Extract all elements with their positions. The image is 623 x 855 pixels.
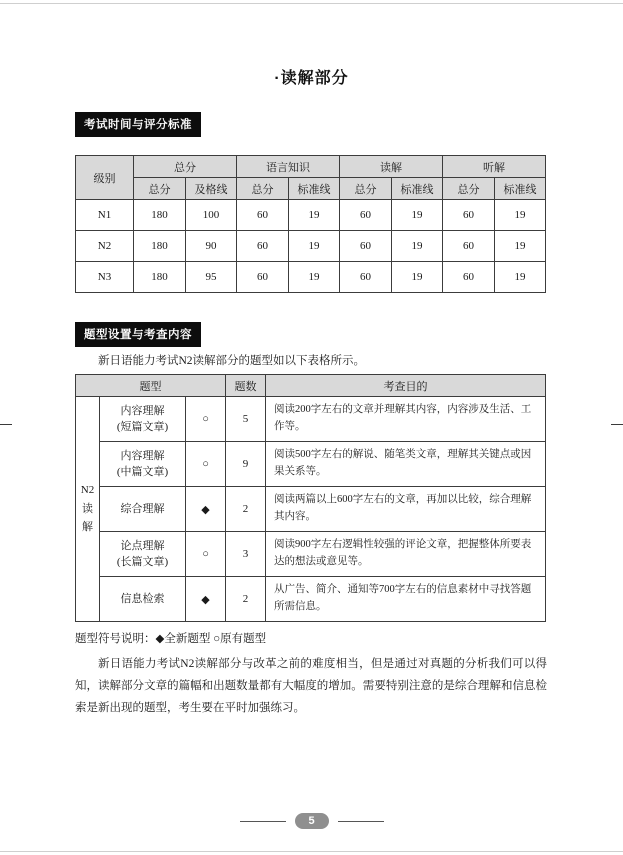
t1-level: N1 xyxy=(76,200,134,231)
table-row xyxy=(76,442,546,487)
t1-subheader: 标准线 xyxy=(289,178,340,200)
group-label-line: 解 xyxy=(82,521,93,534)
section-heading-exam-time-scoring: 考试时间与评分标准 xyxy=(75,112,201,137)
t1-header-language: 语言知识 xyxy=(237,156,340,178)
t2-type-name xyxy=(100,532,186,577)
type-name-line2: (短篇文章) xyxy=(116,421,169,433)
t2-type-name xyxy=(100,442,186,487)
t2-purpose: 阅读两篇以上600字左右的文章，再加以比较，综合理解其内容。 xyxy=(266,487,546,532)
t2-symbol: ○ xyxy=(186,397,226,442)
table-row xyxy=(76,397,546,442)
t2-type-name xyxy=(100,577,186,622)
t2-count: 2 xyxy=(226,487,266,532)
t2-count: 3 xyxy=(226,532,266,577)
type-name-line1: 论点理解 xyxy=(120,539,165,552)
t2-symbol: ○ xyxy=(186,532,226,577)
t1-subheader: 标准线 xyxy=(392,178,443,200)
t2-header-count: 题数 xyxy=(226,375,266,397)
t1-subheader: 总分 xyxy=(134,178,186,200)
t1-cell: 60 xyxy=(237,231,289,262)
t1-cell: 19 xyxy=(289,200,340,231)
analysis-paragraph: 新日语能力考试N2读解部分与改革之前的难度相当，但是通过对真题的分析我们可以得知，读解部分文章的篇幅和出题数量都有大幅度的增加。需要特别注意的是综合理解和信息检索是新出现的题型，考生要在平时加强练习。 xyxy=(75,658,547,714)
t2-header-row xyxy=(76,375,546,397)
table-row xyxy=(76,577,546,622)
t2-purpose: 从广告、简介、通知等700字左右的信息素材中寻找答题所需信息。 xyxy=(266,577,546,622)
registration-mark-left xyxy=(0,424,12,425)
t1-subheader: 总分 xyxy=(443,178,495,200)
table-row xyxy=(76,532,546,577)
t1-cell: 100 xyxy=(186,200,237,231)
symbol-legend: 题型符号说明：◆全新题型 ○原有题型 xyxy=(75,633,267,645)
registration-mark-right xyxy=(611,424,623,425)
t1-cell: 19 xyxy=(289,262,340,293)
t1-header-listening: 听解 xyxy=(443,156,546,178)
t1-sub-header-row xyxy=(76,178,546,200)
t1-subheader: 总分 xyxy=(340,178,392,200)
t2-symbol: ◆ xyxy=(186,487,226,532)
t1-cell: 60 xyxy=(443,200,495,231)
t1-level: N2 xyxy=(76,231,134,262)
t2-header-type: 题型 xyxy=(76,375,226,397)
table-row xyxy=(76,262,546,293)
page-number-badge: 5 xyxy=(295,813,329,829)
t2-symbol: ◆ xyxy=(186,577,226,622)
intro-text: 新日语能力考试N2读解部分的题型如以下表格所示。 xyxy=(98,355,366,367)
page-edge-bottom xyxy=(0,851,623,852)
t1-cell: 19 xyxy=(495,262,546,293)
t2-type-name xyxy=(100,487,186,532)
t1-header-reading: 读解 xyxy=(340,156,443,178)
table-row xyxy=(76,200,546,231)
t1-cell: 60 xyxy=(443,262,495,293)
t1-subheader: 及格线 xyxy=(186,178,237,200)
question-type-table xyxy=(75,374,546,622)
t1-cell: 19 xyxy=(495,200,546,231)
footer-line-right xyxy=(338,821,384,822)
type-name-line1: 信息检索 xyxy=(120,592,165,605)
t1-subheader: 标准线 xyxy=(495,178,546,200)
type-name-line2: (长篇文章) xyxy=(116,556,169,568)
group-label-n2-reading xyxy=(76,397,100,622)
t2-count: 9 xyxy=(226,442,266,487)
type-name-line1: 综合理解 xyxy=(120,502,165,515)
t2-count: 5 xyxy=(226,397,266,442)
table-row xyxy=(76,231,546,262)
t1-cell: 60 xyxy=(340,200,392,231)
t1-cell: 19 xyxy=(392,231,443,262)
t1-cell: 60 xyxy=(340,231,392,262)
t1-cell: 19 xyxy=(495,231,546,262)
t1-cell: 180 xyxy=(134,231,186,262)
type-name-line2: (中篇文章) xyxy=(116,466,169,478)
type-name-line1: 内容理解 xyxy=(120,404,165,417)
t2-count: 2 xyxy=(226,577,266,622)
t2-purpose: 阅读500字左右的解说、随笔类文章，理解其关键点或因果关系等。 xyxy=(266,442,546,487)
t1-cell: 95 xyxy=(186,262,237,293)
page-edge-top xyxy=(0,3,623,4)
type-name-line1: 内容理解 xyxy=(120,449,165,462)
t2-type-name xyxy=(100,397,186,442)
t2-header-purpose: 考查目的 xyxy=(266,375,546,397)
t1-cell: 180 xyxy=(134,200,186,231)
t1-cell: 19 xyxy=(289,231,340,262)
score-standard-table xyxy=(75,155,546,293)
t1-cell: 60 xyxy=(340,262,392,293)
t1-cell: 19 xyxy=(392,200,443,231)
t1-cell: 180 xyxy=(134,262,186,293)
group-label-line: N2 xyxy=(80,483,95,496)
footer-line-left xyxy=(240,821,286,822)
t2-purpose: 阅读900字左右逻辑性较强的评论文章，把握整体所要表达的想法或意见等。 xyxy=(266,532,546,577)
t1-cell: 60 xyxy=(237,262,289,293)
t1-group-header-row xyxy=(76,156,546,178)
t1-header-level: 级别 xyxy=(76,156,134,200)
t1-cell: 60 xyxy=(237,200,289,231)
page-title: ·读解部分 xyxy=(274,69,349,87)
group-label-line: 读 xyxy=(82,502,93,515)
t2-symbol: ○ xyxy=(186,442,226,487)
t1-cell: 60 xyxy=(443,231,495,262)
t1-cell: 19 xyxy=(392,262,443,293)
t1-level: N3 xyxy=(76,262,134,293)
t1-header-total: 总分 xyxy=(134,156,237,178)
t1-subheader: 总分 xyxy=(237,178,289,200)
page-footer xyxy=(0,813,623,829)
t1-cell: 90 xyxy=(186,231,237,262)
section-heading-question-types: 题型设置与考查内容 xyxy=(75,322,201,347)
t2-purpose: 阅读200字左右的文章并理解其内容，内容涉及生活、工作等。 xyxy=(266,397,546,442)
table-row xyxy=(76,487,546,532)
